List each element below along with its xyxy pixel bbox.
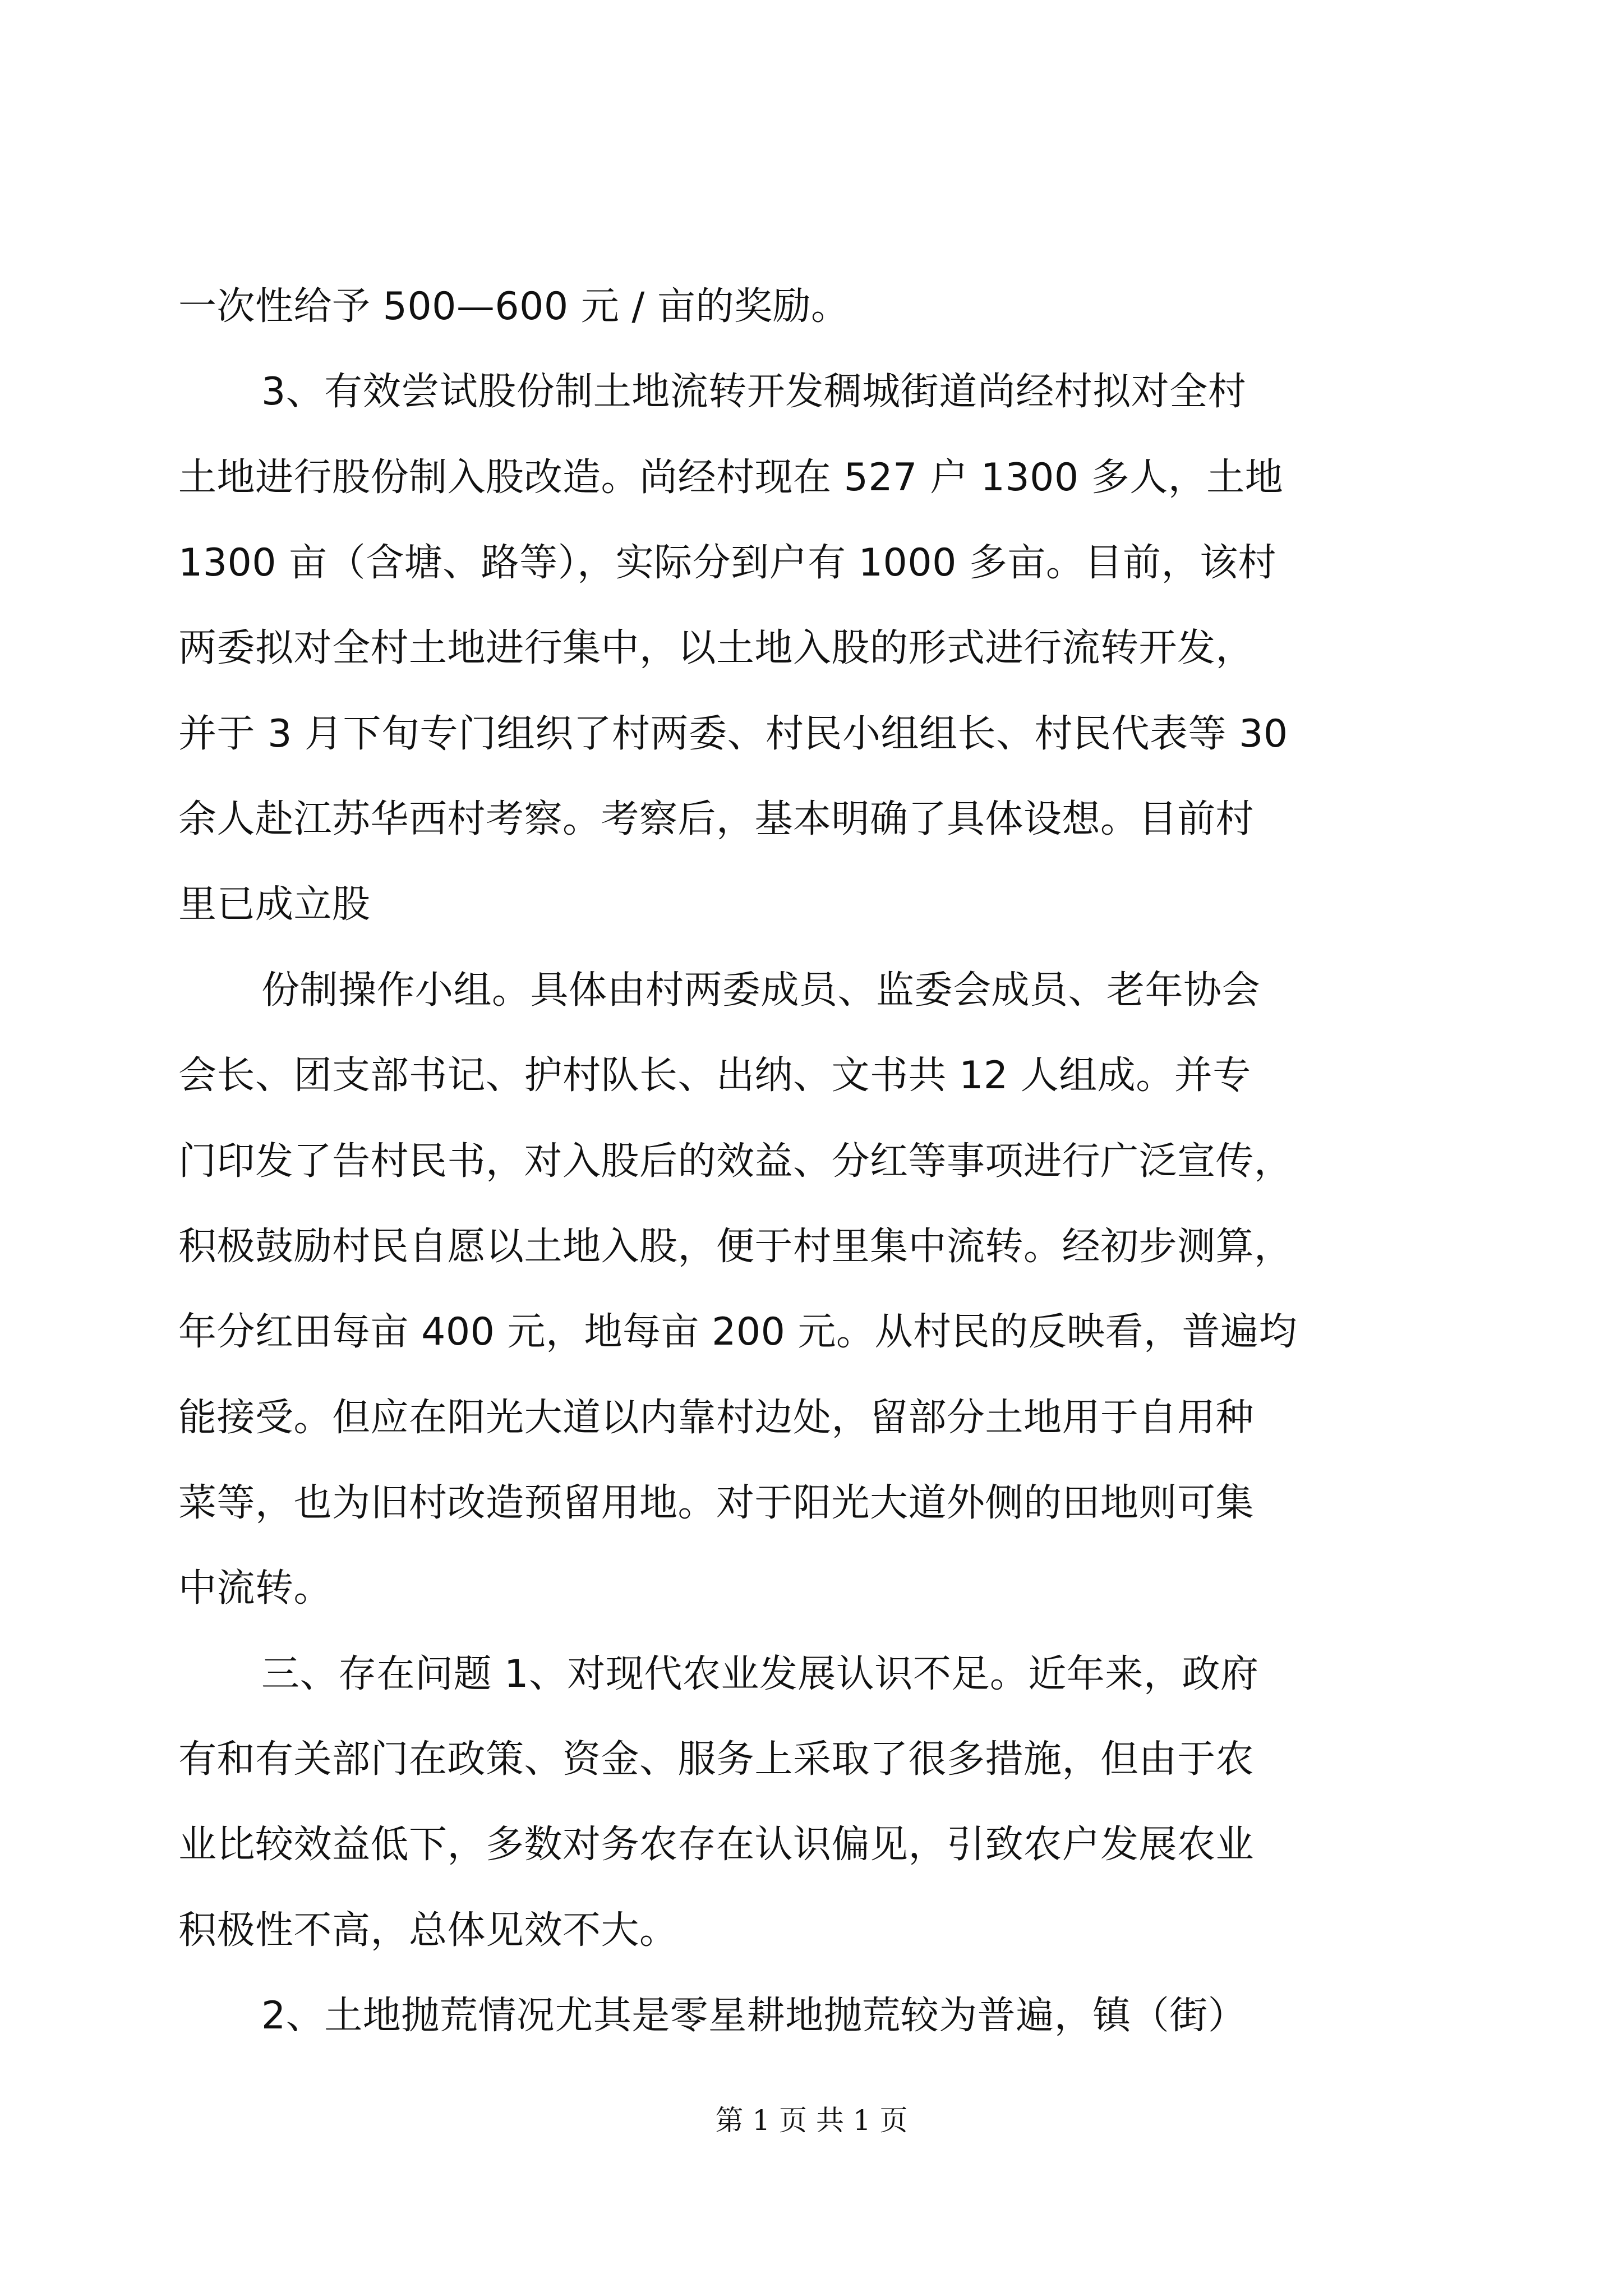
text-line: 2、土地抛荒情况尤其是零星耕地抛荒较为普遍，镇（街）: [261, 1994, 1247, 2038]
text-line: 会长、团支部书记、护村队长、出纳、文书共 12 人组成。并专: [178, 1053, 1251, 1098]
text-line: 年分红田每亩 400 元，地每亩 200 元。从村民的反映看，普遍均: [178, 1310, 1298, 1354]
text-line: 能接受。但应在阳光大道以内靠村边处，留部分土地用于自用种: [178, 1396, 1255, 1440]
text-line: 门印发了告村民书，对入股后的效益、分红等事项进行广泛宣传，: [178, 1139, 1293, 1184]
text-line: 有和有关部门在政策、资金、服务上采取了很多措施，但由于农: [178, 1737, 1255, 1782]
text-line: 中流转。: [178, 1566, 333, 1611]
text-line: 一次性给予 500—600 元 / 亩的奖励。: [178, 284, 850, 329]
text-line: 3、有效尝试股份制土地流转开发稠城街道尚经村拟对全村: [261, 370, 1247, 414]
text-line: 1300 亩（含塘、路等），实际分到户有 1000 多亩。目前，该村: [178, 541, 1276, 585]
text-line: 里已成立股: [178, 882, 371, 927]
text-line: 份制操作小组。具体由村两委成员、监委会成员、老年协会: [261, 968, 1261, 1013]
text-line: 土地进行股份制入股改造。尚经村现在 527 户 1300 多人，土地: [178, 455, 1284, 500]
text-line: 余人赴江苏华西村考察。考察后，基本明确了具体设想。目前村: [178, 797, 1255, 841]
text-line: 积极鼓励村民自愿以土地入股，便于村里集中流转。经初步测算，: [178, 1225, 1293, 1269]
text-line: 两委拟对全村土地进行集中，以土地入股的形式进行流转开发，: [178, 626, 1255, 670]
text-line: 三、存在问题 1、对现代农业发展认识不足。近年来，政府: [261, 1652, 1259, 1696]
text-line: 积极性不高，总体见效不大。: [178, 1908, 678, 1953]
page-footer: 第 1 页 共 1 页: [715, 2104, 908, 2137]
text-line: 并于 3 月下旬专门组织了村两委、村民小组组长、村民代表等 30: [178, 712, 1288, 756]
text-line: 菜等，也为旧村改造预留用地。对于阳光大道外侧的田地则可集: [178, 1481, 1255, 1525]
text-line: 业比较效益低下，多数对务农存在认识偏见，引致农户发展农业: [178, 1823, 1255, 1867]
